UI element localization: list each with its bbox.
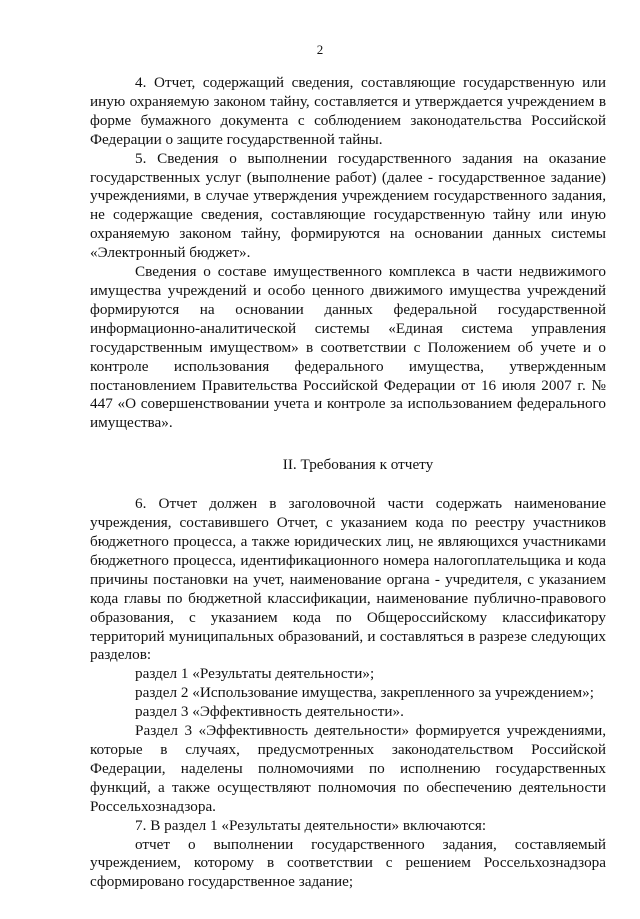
paragraph-7: 7. В раздел 1 «Результаты деятельности» включаются: [135, 816, 487, 834]
list-item-section-2: раздел 2 «Использование имущества, закрепленного за учреждением»; [135, 684, 594, 702]
section-heading: II. Требования к отчету [282, 456, 434, 474]
page-number: 2 [316, 42, 324, 57]
paragraph-4: 4. Отчет, содержащий сведения, составляющие государственную или иную охраняемую законом тайну, составляется и утверждается учреждением в форме бумажного документа с соблюдением законодательства Российской Федерации о защите государственной тайны. [90, 74, 606, 148]
paragraph-6: 6. Отчет должен в заголовочной части содержать наименование учреждения, составившего Отчет, с указанием кода по реестру участников бюджетного процесса, а также юридических лиц, не являющихся участниками бюджетного процесса, идентификационного номера налогоплательщика и кода причины постановки на учет, наименование органа - учредителя, с указанием кода главы по бюджетной классификации, наименование публично-правового образования, с указанием кода по Общероссийскому классификатору территорий муниципальных образований, и составляться в разрезе следующих разделов: [90, 495, 606, 664]
list-item-section-1: раздел 1 «Результаты деятельности»; [135, 665, 375, 683]
paragraph-property-info: Сведения о составе имущественного комплекса в части недвижимого имущества учреждений и особо ценного движимого имущества учреждений формируются на основании данных федеральной государственной информационно-аналитической системы «Единая система управления государственным имуществом» в соответствии с Положением об учете и о контроле использования федерального имущества, утвержденным постановлением Правительства Российской Федерации от 16 июля 2007 г. № 447 «О совершенствовании учета и контроле за использованием федерального имущества». [90, 263, 606, 432]
paragraph-5: 5. Сведения о выполнении государственного задания на оказание государственных услуг (выполнение работ) (далее - государственное задание) учреждениями, в случае утверждения учреждением государственного задания, не содержащие сведения, составляющие государственную тайну или иную охраняемую законом тайну, формируются на основании данных системы «Электронный бюджет». [90, 149, 606, 262]
list-item-section-3: раздел 3 «Эффективность деятельности». [135, 703, 404, 721]
paragraph-section-3: Раздел 3 «Эффективность деятельности» формируется учреждениями, которые в случаях, предусмотренных законодательством Российской Федерации, наделены полномочиями по исполнению государственных функций, а также осуществляют полномочия по обеспечению деятельности Россельхознадзора. [90, 722, 606, 815]
paragraph-7-item: отчет о выполнении государственного задания, составляемый учреждением, которому в соответствии с решением Россельхознадзора сформировано государственное задание; [90, 835, 606, 891]
